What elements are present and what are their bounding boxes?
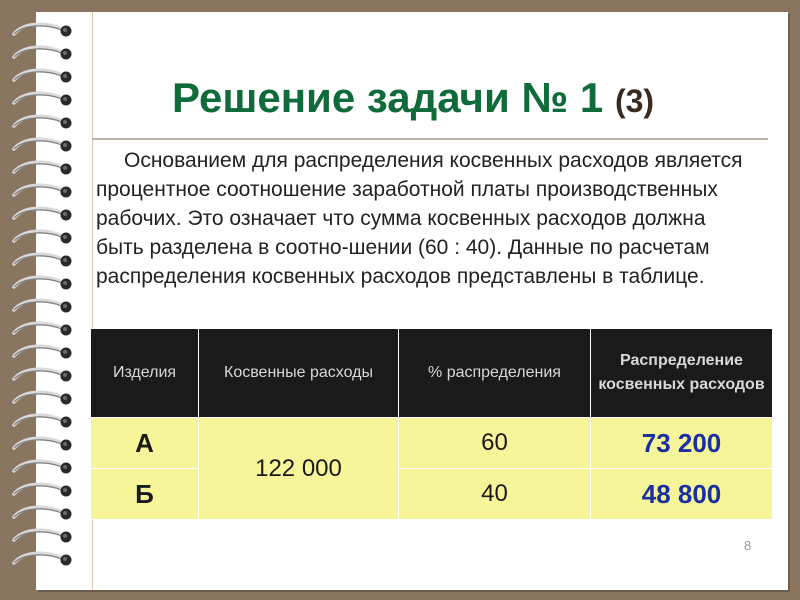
percent-cell: 60 [399, 418, 591, 469]
binding-ring-icon [6, 319, 74, 339]
binding-ring-icon [6, 388, 74, 408]
binding-ring-icon [6, 273, 74, 293]
header-percent: % распределения [399, 329, 591, 418]
allocation-table [90, 328, 773, 520]
binding-ring-icon [6, 503, 74, 523]
binding-ring-icon [6, 549, 74, 569]
binding-ring-icon [6, 411, 74, 431]
binding-ring-icon [6, 250, 74, 270]
binding-ring-icon [6, 526, 74, 546]
binding-ring-icon [6, 434, 74, 454]
product-cell: А [91, 418, 199, 469]
header-products: Изделия [91, 329, 199, 418]
header-allocation: Распределение косвенных расходов [591, 329, 773, 418]
body-paragraph: Основанием для распределения косвенных расходов является процентное соотношение заработной платы производственных рабочих. Это означает что сумма косвенных расходов должна быть разделена в соотно-шении (60 : 40). Данные по расчетам распределения косвенных расходов представлены в таблице. [96, 149, 743, 288]
slide-title [172, 68, 732, 128]
binding-ring-icon [6, 89, 74, 109]
table-header-row [91, 329, 773, 418]
title-text: Решение задачи № 1 [172, 74, 604, 121]
binding-ring-icon [6, 342, 74, 362]
title-suffix: (3) [614, 83, 655, 119]
binding-ring-icon [6, 227, 74, 247]
binding-ring-icon [6, 181, 74, 201]
binding-ring-icon [6, 158, 74, 178]
binding-ring-icon [6, 204, 74, 224]
indirect-costs-cell: 122 000 [199, 418, 399, 520]
binding-ring-icon [6, 66, 74, 86]
binding-ring-icon [6, 480, 74, 500]
binding-ring-icon [6, 43, 74, 63]
header-indirect-costs: Косвенные расходы [199, 329, 399, 418]
binding-ring-icon [6, 457, 74, 477]
allocation-cell: 73 200 [591, 418, 773, 469]
page-number: 8 [744, 538, 752, 553]
binding-ring-icon [6, 20, 74, 40]
table-row [91, 469, 773, 520]
binding-ring-icon [6, 296, 74, 316]
allocation-cell: 48 800 [591, 469, 773, 520]
table-row [91, 418, 773, 469]
binding-ring-icon [6, 135, 74, 155]
binding-ring-icon [6, 365, 74, 385]
product-cell: Б [91, 469, 199, 520]
binding-ring-icon [6, 112, 74, 132]
title-divider [92, 138, 768, 140]
percent-cell: 40 [399, 469, 591, 520]
